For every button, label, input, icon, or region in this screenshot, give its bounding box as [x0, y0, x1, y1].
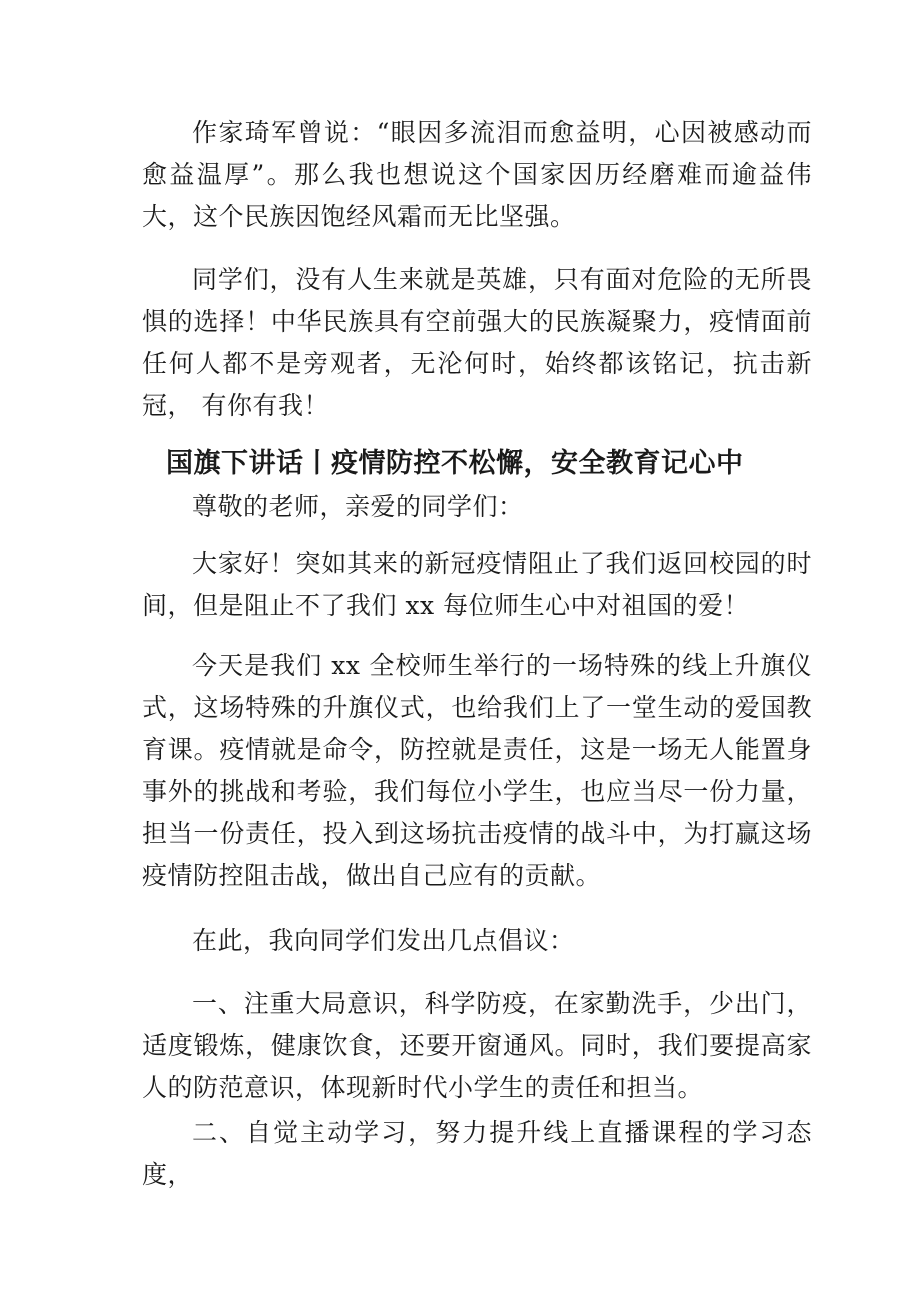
greeting-line: 尊敬的老师，亲爱的同学们： — [192, 492, 524, 521]
hero-paragraph: 同学们，没有人生来就是英雄，只有面对危险的无所畏 惧的选择！中华民族具有空前强大的民族凝聚力，疫情面前 任何人都不是旁观者，无沦何时，始终都该铭记，抗击新冠， 有你有我！ — [142, 265, 812, 420]
opening-paragraph: 大家好！突如其来的新冠疫情阻止了我们返回校园的时间，但是阻止不了我们 xx 每位师生心中对祖国的爱！ — [142, 549, 812, 620]
quote-paragraph: 作家琦军曾说：“眼因多流泪而愈益明，心因被感动而愈益温厚”。那么我也想说这个国家因历经磨难而逾益伟 大，这个民族因饱经风霜而无比坚强。 — [142, 118, 812, 231]
section-heading: 国旗下讲话丨疫情防控不松懈，安全教育记心中 — [166, 448, 744, 479]
ceremony-paragraph: 今天是我们 xx 全校师生举行的一场特殊的线上升旗仪式，这场特殊的升旗仪式，也给我们上了一堂生动的爱国教育课。疫情就是命令，防控就是责任，这是一场无人能置身事外的挑战和考验，我们每位小学生，也应当尽一份力量，担当一份责任，投入到这场抗击疫情的战斗中，为打赢这场疫情防控阻击战，做出自己应有的贡献。 — [142, 651, 812, 890]
proposal-item-2: 二、自觉主动学习，努力提升线上直播课程的学习态度， — [142, 1118, 812, 1189]
proposal-intro: 在此，我向同学们发出几点倡议： — [192, 926, 575, 955]
proposal-item-1: 一、注重大局意识，科学防疫，在家勤洗手，少出门，适度锻炼，健康饮食，还要开窗通风。同时，我们要提高家人的防范意识，体现新时代小学生的责任和担当。 — [142, 989, 812, 1102]
